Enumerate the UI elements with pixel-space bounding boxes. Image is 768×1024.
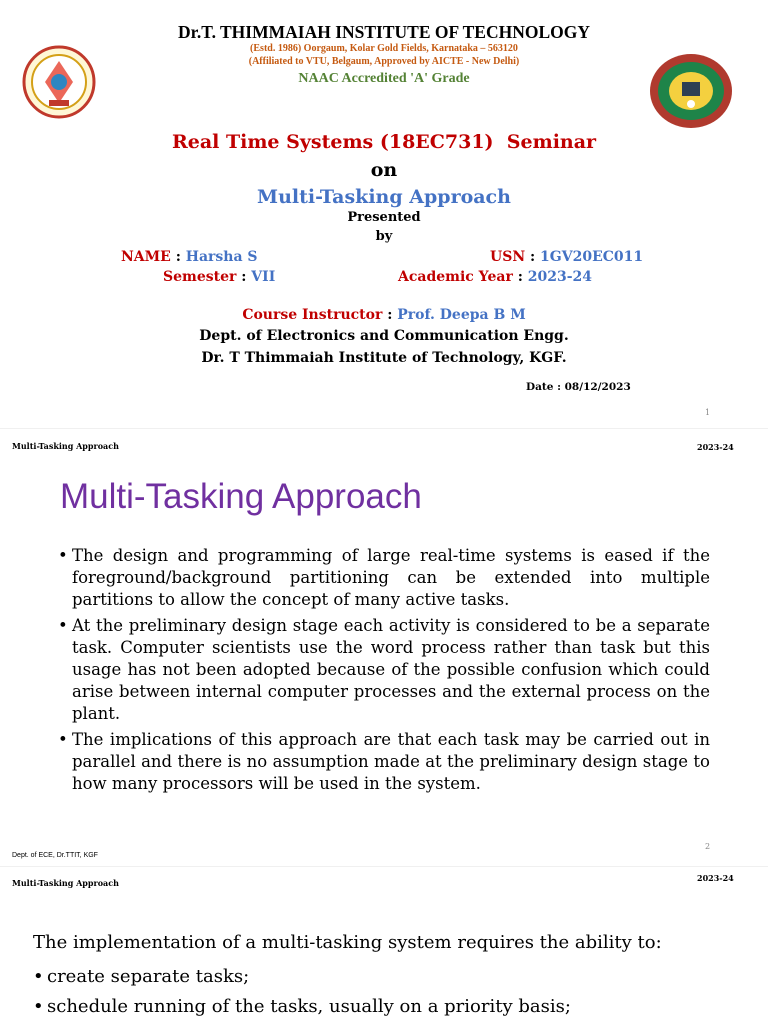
slide-divider	[0, 866, 768, 867]
bullet-item: • schedule running of the tasks, usually on a priority basis;	[33, 992, 753, 1022]
established-line: (Estd. 1986) Oorgaum, Kolar Gold Fields, Karnataka – 563120	[250, 43, 518, 54]
name-label: NAME	[121, 249, 171, 265]
by-text: by	[375, 229, 393, 244]
usn-value: 1GV20EC011	[540, 249, 644, 265]
usn-field: USN : 1GV20EC011	[490, 249, 644, 265]
institute-short: Dr. T Thimmaiah Institute of Technology, KGF.	[201, 350, 567, 366]
slide-header-left: Multi-Tasking Approach	[12, 441, 119, 451]
semester-value: VII	[251, 269, 276, 285]
bullet-list	[58, 545, 710, 795]
instructor-field: Course Instructor : Prof. Deepa B M	[242, 307, 526, 323]
presented-text: Presented	[347, 210, 421, 225]
semester-label: Semester	[163, 269, 237, 285]
page-number-2: 2	[705, 842, 711, 851]
on-text: on	[370, 159, 398, 181]
seminar-title: Real Time Systems (18EC731) Seminar	[171, 131, 597, 153]
bullet-item: • The implications of this approach are that each task may be carried out in parallel and there is no assumption made at the preliminary design stage to how many processors will be used in the system.	[58, 729, 710, 795]
slide-title: Multi-Tasking Approach	[60, 477, 422, 516]
name-value: Harsha S	[185, 249, 258, 265]
intro-text: The implementation of a multi-tasking system requires the ability to:	[33, 932, 662, 953]
academic-year-field: Academic Year : 2023-24	[398, 269, 593, 285]
bullet-item: • The design and programming of large real-time systems is eased if the foreground/background partitioning can be extended into multiple partitions to allow the concept of many active tasks.	[58, 545, 710, 611]
slide-divider	[0, 428, 768, 429]
usn-label: USN	[490, 249, 526, 265]
semester-field: Semester : VII	[163, 269, 276, 285]
accreditation: NAAC Accredited 'A' Grade	[298, 71, 470, 86]
bullet-item: • create separate tasks;	[33, 962, 753, 992]
date-text: Date : 08/12/2023	[526, 381, 631, 393]
name-field: NAME : Harsha S	[121, 249, 258, 265]
academic-year-value: 2023-24	[527, 269, 593, 285]
department: Dept. of Electronics and Communication Engg.	[199, 328, 569, 344]
instructor-label: Course Instructor	[242, 307, 383, 323]
slide-header-right: 2023-24	[697, 873, 734, 883]
academic-year-label: Academic Year	[398, 269, 513, 285]
slide-header-right: 2023-24	[697, 442, 734, 452]
slide-header-left: Multi-Tasking Approach	[12, 878, 119, 888]
instructor-value: Prof. Deepa B M	[397, 307, 526, 323]
bullet-item: • At the preliminary design stage each activity is considered to be a separate task. Computer scientists use the word process rather than task but this usage has not been adopted because of the possible confusion which could arise between internal computer processes and the external process on the plant.	[58, 615, 710, 725]
institute-name: Dr.T. THIMMAIAH INSTITUTE OF TECHNOLOGY	[178, 22, 590, 42]
affiliation-line: (Affiliated to VTU, Belgaum, Approved by AICTE - New Delhi)	[248, 56, 520, 67]
topic-title: Multi-Tasking Approach	[257, 186, 511, 208]
page-number-1: 1	[705, 408, 711, 417]
bullet-list	[33, 962, 753, 1022]
slide-footer-left: Dept. of ECE, Dr.TTIT, KGF	[12, 852, 98, 859]
